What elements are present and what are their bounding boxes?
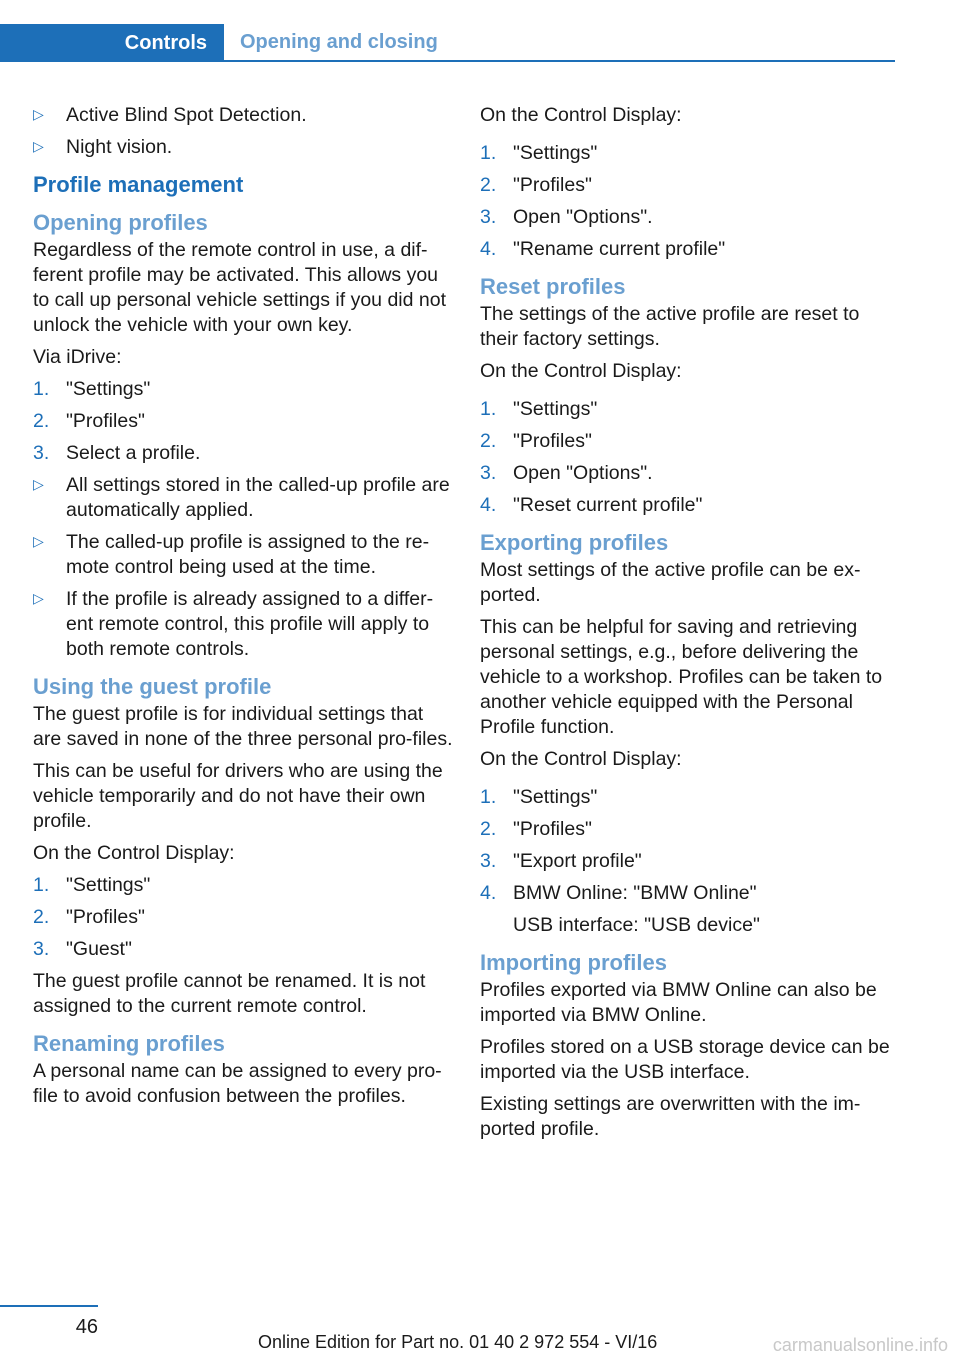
- paragraph: On the Control Display:: [33, 842, 235, 864]
- list-item: ▷ If the profile is already assigned to a differ-ent remote control, this profile will apply to both remote controls.: [33, 588, 434, 660]
- paragraph: Regardless of the remote control in use, a dif-ferent profile may be activated. This allows you to call up personal vehicle settings if you did not unlock the vehicle with your own key.: [33, 239, 446, 336]
- triangle-bullet-icon: ▷: [33, 476, 44, 492]
- list-item: 4. BMW Online: "BMW Online" USB interface: "USB device": [480, 882, 760, 936]
- list-item: ▷ The called-up profile is assigned to the re-mote control being used at the time.: [33, 531, 430, 578]
- heading-guest-profile: Using the guest profile: [33, 674, 272, 699]
- paragraph: The settings of the active profile are reset to their factory settings.: [480, 303, 860, 350]
- heading-exporting-profiles: Exporting profiles: [480, 530, 669, 555]
- list-item: ▷ Active Blind Spot Detection.: [33, 104, 307, 126]
- paragraph: A personal name can be assigned to every pro-file to avoid confusion between the profiles.: [33, 1060, 442, 1107]
- numbered-list: [480, 397, 900, 518]
- numbered-list: [33, 873, 453, 962]
- page-header: [0, 24, 895, 62]
- paragraph: Existing settings are overwritten with the im-ported profile.: [480, 1093, 861, 1140]
- list-item: 1. "Settings": [33, 378, 151, 400]
- heading-renaming-profiles: Renaming profiles: [33, 1031, 225, 1056]
- paragraph: On the Control Display:: [480, 104, 682, 126]
- heading-reset-profiles: Reset profiles: [480, 274, 626, 299]
- section-tab-controls: Controls: [0, 24, 224, 62]
- paragraph: Profiles exported via BMW Online can also be imported via BMW Online.: [480, 979, 877, 1026]
- triangle-bullet-icon: ▷: [33, 533, 44, 549]
- heading-importing-profiles: Importing profiles: [480, 950, 667, 975]
- triangle-bullet-icon: ▷: [33, 138, 44, 154]
- list-item: 3. Open "Options".: [480, 462, 653, 484]
- list-item: 2. "Profiles": [480, 818, 592, 840]
- paragraph: Via iDrive:: [33, 346, 122, 368]
- watermark: carmanualsonline.info: [772, 1335, 948, 1355]
- list-item: 2. "Profiles": [480, 430, 592, 452]
- paragraph: This can be helpful for saving and retrieving personal settings, e.g., before delivering the vehicle to a workshop. Profiles can be taken to another vehicle equipped with the Personal Profile function.: [480, 616, 883, 738]
- left-column: [33, 103, 453, 1116]
- heading-opening-profiles: Opening profiles: [33, 210, 208, 235]
- list-item: 3. "Export profile": [480, 850, 642, 872]
- paragraph: Most settings of the active profile can be ex-ported.: [480, 559, 861, 606]
- paragraph: On the Control Display:: [480, 360, 682, 382]
- list-item: 2. "Profiles": [480, 174, 592, 196]
- triangle-bullet-icon: ▷: [33, 106, 44, 122]
- paragraph: Profiles stored on a USB storage device can be imported via the USB interface.: [480, 1036, 890, 1083]
- section-tab-opening-closing: Opening and closing: [240, 30, 438, 53]
- footer-rule: [0, 1305, 98, 1307]
- list-item: 1. "Settings": [480, 142, 598, 164]
- list-item: 3. Select a profile.: [33, 442, 201, 464]
- page-number: 46: [75, 1316, 98, 1338]
- paragraph: This can be useful for drivers who are using the vehicle temporarily and do not have their own profile.: [33, 760, 443, 832]
- list-item: ▷ Night vision.: [33, 136, 173, 158]
- heading-profile-management: Profile management: [33, 172, 244, 197]
- list-item: 2. "Profiles": [33, 410, 145, 432]
- numbered-list: [480, 141, 900, 262]
- list-item: 3. "Guest": [33, 938, 132, 960]
- paragraph: The guest profile cannot be renamed. It is not assigned to the current remote control.: [33, 970, 426, 1017]
- list-item: ▷ All settings stored in the called-up profile are automatically applied.: [33, 474, 450, 521]
- numbered-list: [480, 785, 900, 938]
- numbered-list: [33, 377, 453, 662]
- triangle-bullet-icon: ▷: [33, 590, 44, 606]
- right-column: [480, 103, 900, 1149]
- list-item: 1. "Settings": [480, 398, 598, 420]
- list-item: 1. "Settings": [480, 786, 598, 808]
- bullet-list-top: [33, 103, 453, 160]
- header-rule: [0, 60, 895, 62]
- edition-footer: Online Edition for Part no. 01 40 2 972 554 - VI/16: [258, 1332, 658, 1352]
- paragraph: On the Control Display:: [480, 748, 682, 770]
- list-item: 4. "Reset current profile": [480, 494, 703, 516]
- paragraph: The guest profile is for individual settings that are saved in none of the three personal pro-files.: [33, 703, 453, 750]
- list-item: 1. "Settings": [33, 874, 151, 896]
- list-item: 2. "Profiles": [33, 906, 145, 928]
- list-item: 4. "Rename current profile": [480, 238, 726, 260]
- list-item: 3. Open "Options".: [480, 206, 653, 228]
